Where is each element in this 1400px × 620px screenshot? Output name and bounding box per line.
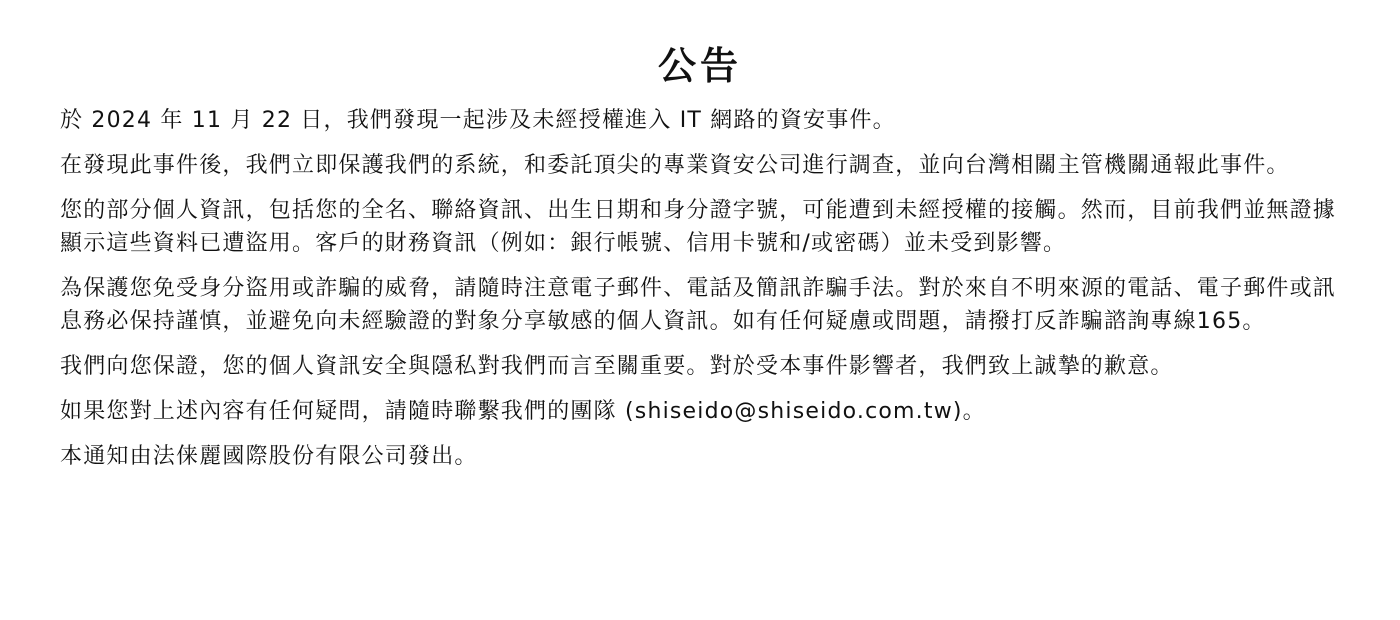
notice-container [60,36,1340,485]
notice-paragraph-affected-data: 您的部分個人資訊，包括您的全名、聯絡資訊、出生日期和身分證字號，可能遭到未經授權的接觸。然而，目前我們並無證據顯示這些資料已遭盜用。客戶的財務資訊（例如：銀行帳號、信用卡號和/或密碼）並未受到影響。 [60,198,1337,256]
notice-paragraph-contact: 如果您對上述內容有任何疑問，請隨時聯繫我們的團隊 (shiseido@shiseido.com.tw)。 [60,399,986,424]
notice-paragraph-issuer: 本通知由法俫麗國際股份有限公司發出。 [60,444,478,469]
notice-title: 公告 [657,44,742,88]
notice-paragraph-fraud-warning: 為保護您免受身分盜用或詐騙的威脅，請隨時注意電子郵件、電話及簡訊詐騙手法。對於來自不明來源的電話、電子郵件或訊息務必保持謹慎，並避免向未經驗證的對象分享敏感的個人資訊。如有任何疑慮或問題，請撥打反詐騙諮詢專線165。 [60,276,1337,334]
notice-paragraph-apology: 我們向您保證，您的個人資訊安全與隱私對我們而言至關重要。對於受本事件影響者，我們致上誠摯的歉意。 [60,354,1174,379]
notice-paragraph-incident: 於 2024 年 11 月 22 日，我們發現一起涉及未經授權進入 IT 網路的資安事件。 [60,108,896,133]
notice-paragraph-response: 在發現此事件後，我們立即保護我們的系統，和委託頂尖的專業資安公司進行調查，並向台灣相關主管機關通報此事件。 [60,153,1290,178]
